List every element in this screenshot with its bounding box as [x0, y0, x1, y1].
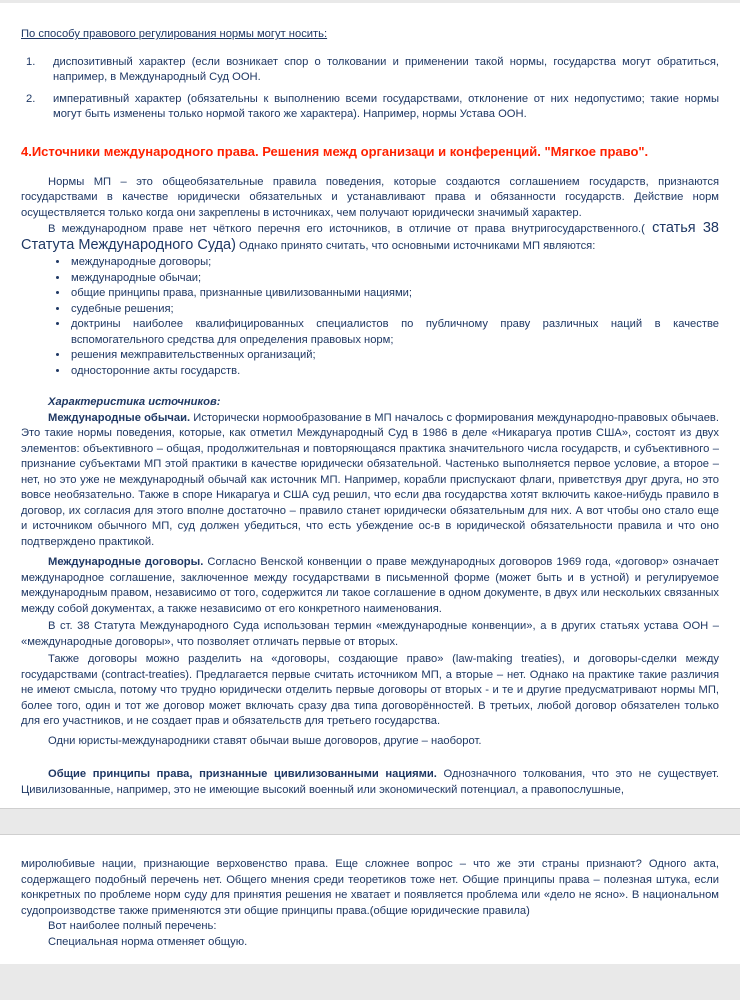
sources-bullet-list — [21, 255, 719, 379]
list-item-number: 1. — [26, 55, 36, 68]
treaties-lead: Международные договоры. — [48, 556, 204, 568]
paragraph-principles-continuation: миролюбивые нации, признающие верховенство права. Еще сложнее вопрос – что же эти страны признают? Одного акта, содержащего подобный перечень нет. Общего мнения среди теоретиков тоже нет. Общие принципы права – полезная штука, если конкретных по проблеме норм суду для принятия решения не хватает и появляется проблема или «дело не ясно». В национальном судопроизводстве также применяются эти общие принципы права.(общие юридические правила) — [21, 858, 719, 917]
document-page-1 — [0, 3, 740, 809]
paragraph-sources-intro — [21, 221, 719, 254]
paragraph-customs — [21, 411, 719, 551]
intro-heading: По способу правового регулирования нормы могут носить: — [21, 28, 328, 40]
bullet-item: • судебные решения; — [69, 302, 719, 318]
principles-text: Однозначного толкования, что это не существует. Цивилизованные, например, это не имеющие высокий военный или экономический потенциал, а правопослушные, — [21, 768, 719, 796]
list-intro-line: Вот наиболее полный перечень: — [48, 920, 217, 932]
treaties-text: Согласно Венской конвенции о праве международных договоров 1969 года, «договор» означает международное соглашение, заключенное между государствами в письменной форме (может быть и в устной) и регулируемое международным правом, независимо от того, содержится ли такое соглашение в одном документе, в двух или нескольких связанных между собой документах, а также независимо от его конкретного наименования. — [21, 556, 719, 615]
paragraph-treaties — [21, 555, 719, 617]
bullet-item: • решения межправительственных организаций; — [69, 348, 719, 364]
paragraph-treaties-2: В ст. 38 Статута Международного Суда использован термин «международные конвенции», а в других статьях устава ООН – «международные договоры», что позволяет отличать первые от вторых. — [21, 620, 719, 648]
customs-text: Исторически нормообразование в МП началось с формирования международно-правовых обычаев. Это такие нормы поведения, которые, как отметил Международный Суд в 1986 в деле «Никарагуа против США», состоят из двух элементов: объективного – общая, продолжительная и повторяющаяся практика значительного числа государств, и субъективного – признание субъектами МП этой практики в качестве юридически обязательной. Частенько выполняется первое условие, а второе – нет, но это уже не международный обычай как источник МП. Например, корабли приспускают флаги, приветствуя друг друга, но это вовсе необязательно. Также в споре Никарагуа и США суд решил, что если два государства хотят включить какое-нибудь правило в договор, их согласия для этого вполне достаточно – правило станет юридически обязательным для них. А вот чтобы оно стало еще и источником обычного МП, суд должен убедиться, что есть убеждение ос-в в юридической обязательности правила и что оно подтверждено практикой. — [21, 411, 719, 548]
list-item-text: императивный характер (обязательны к выполнению всеми государствами, отклонение от них недопустимо; такие нормы могут быть изменены только нормой такого же характера). Например, нормы Устава ООН. — [53, 92, 719, 120]
list-item-text: диспозитивный характер (если возникает спор о толковании и применении такой нормы, государства могут обратиться, например, в Международный Суд ООН. — [53, 55, 719, 83]
list-item-number: 2. — [26, 92, 36, 105]
customs-lead: Международные обычаи. — [48, 411, 191, 424]
paragraph-norms-definition: Нормы МП – это общеобязательные правила поведения, которые создаются соглашением государств, признаются государствами в качестве юридически обязательных и устанавливают права и обязанности государств. Действие норм осуществляется только когда они закреплены в источниках, чем получают юридически значимый характер. — [21, 175, 719, 219]
paragraph-treaties-4: Одни юристы-международники ставят обычаи выше договоров, другие – наоборот. — [48, 734, 482, 747]
text-run: Однако принято считать, что основными источниками МП являются: — [235, 239, 596, 252]
bullet-item: • доктрины наиболее квалифицированных специалистов по публичному праву различных наций в качестве вспомогательного средства для определения правовых норм; — [69, 317, 719, 348]
text-run: В международном праве нет чёткого перечня его источников, в отличие от права внутригосударственного.( — [48, 223, 645, 235]
paragraph-treaties-3: Также договоры можно разделить на «договоры, создающие право» (law-making treaties), и договоры-сделки между государствами (contract-treaties). Предлагается первые считать источником МП, а вторые – нет. Однако на практике такие различия не имеют смысла, потому что трудно юридически отделить первые договоры от вторых - и те и другие предусматривают нормы МП, более того, один и тот же договор может включать сразу два типа договорённостей. В третьих, любой договор обязателен только для его участников, и не создает прав и обязательств для третьего государства. — [21, 653, 719, 727]
paragraph-principles — [21, 767, 719, 798]
bullet-item: • общие принципы права, признанные цивилизованными нациями; — [69, 286, 719, 302]
bullet-item: • международные обычаи; — [69, 271, 719, 287]
page-break — [0, 809, 740, 834]
list-item — [21, 55, 719, 86]
principles-lead: Общие принципы права, признанные цивилизованными нациями. — [48, 768, 437, 780]
bullet-item: • международные договоры; — [69, 255, 719, 271]
norm-types-list — [21, 55, 719, 123]
list-item — [21, 92, 719, 123]
statute-reference: статья 38 Статута Международного Суда) — [21, 220, 719, 253]
rule-line: Специальная норма отменяет общую. — [48, 935, 248, 948]
document-page-2 — [0, 834, 740, 964]
characteristics-heading: Характеристика источников: — [48, 396, 221, 408]
bullet-item: • односторонние акты государств. — [69, 364, 719, 380]
section-heading: 4.Источники международного права. Решения межд организаци и конференций. "Мягкое право". — [21, 143, 649, 159]
